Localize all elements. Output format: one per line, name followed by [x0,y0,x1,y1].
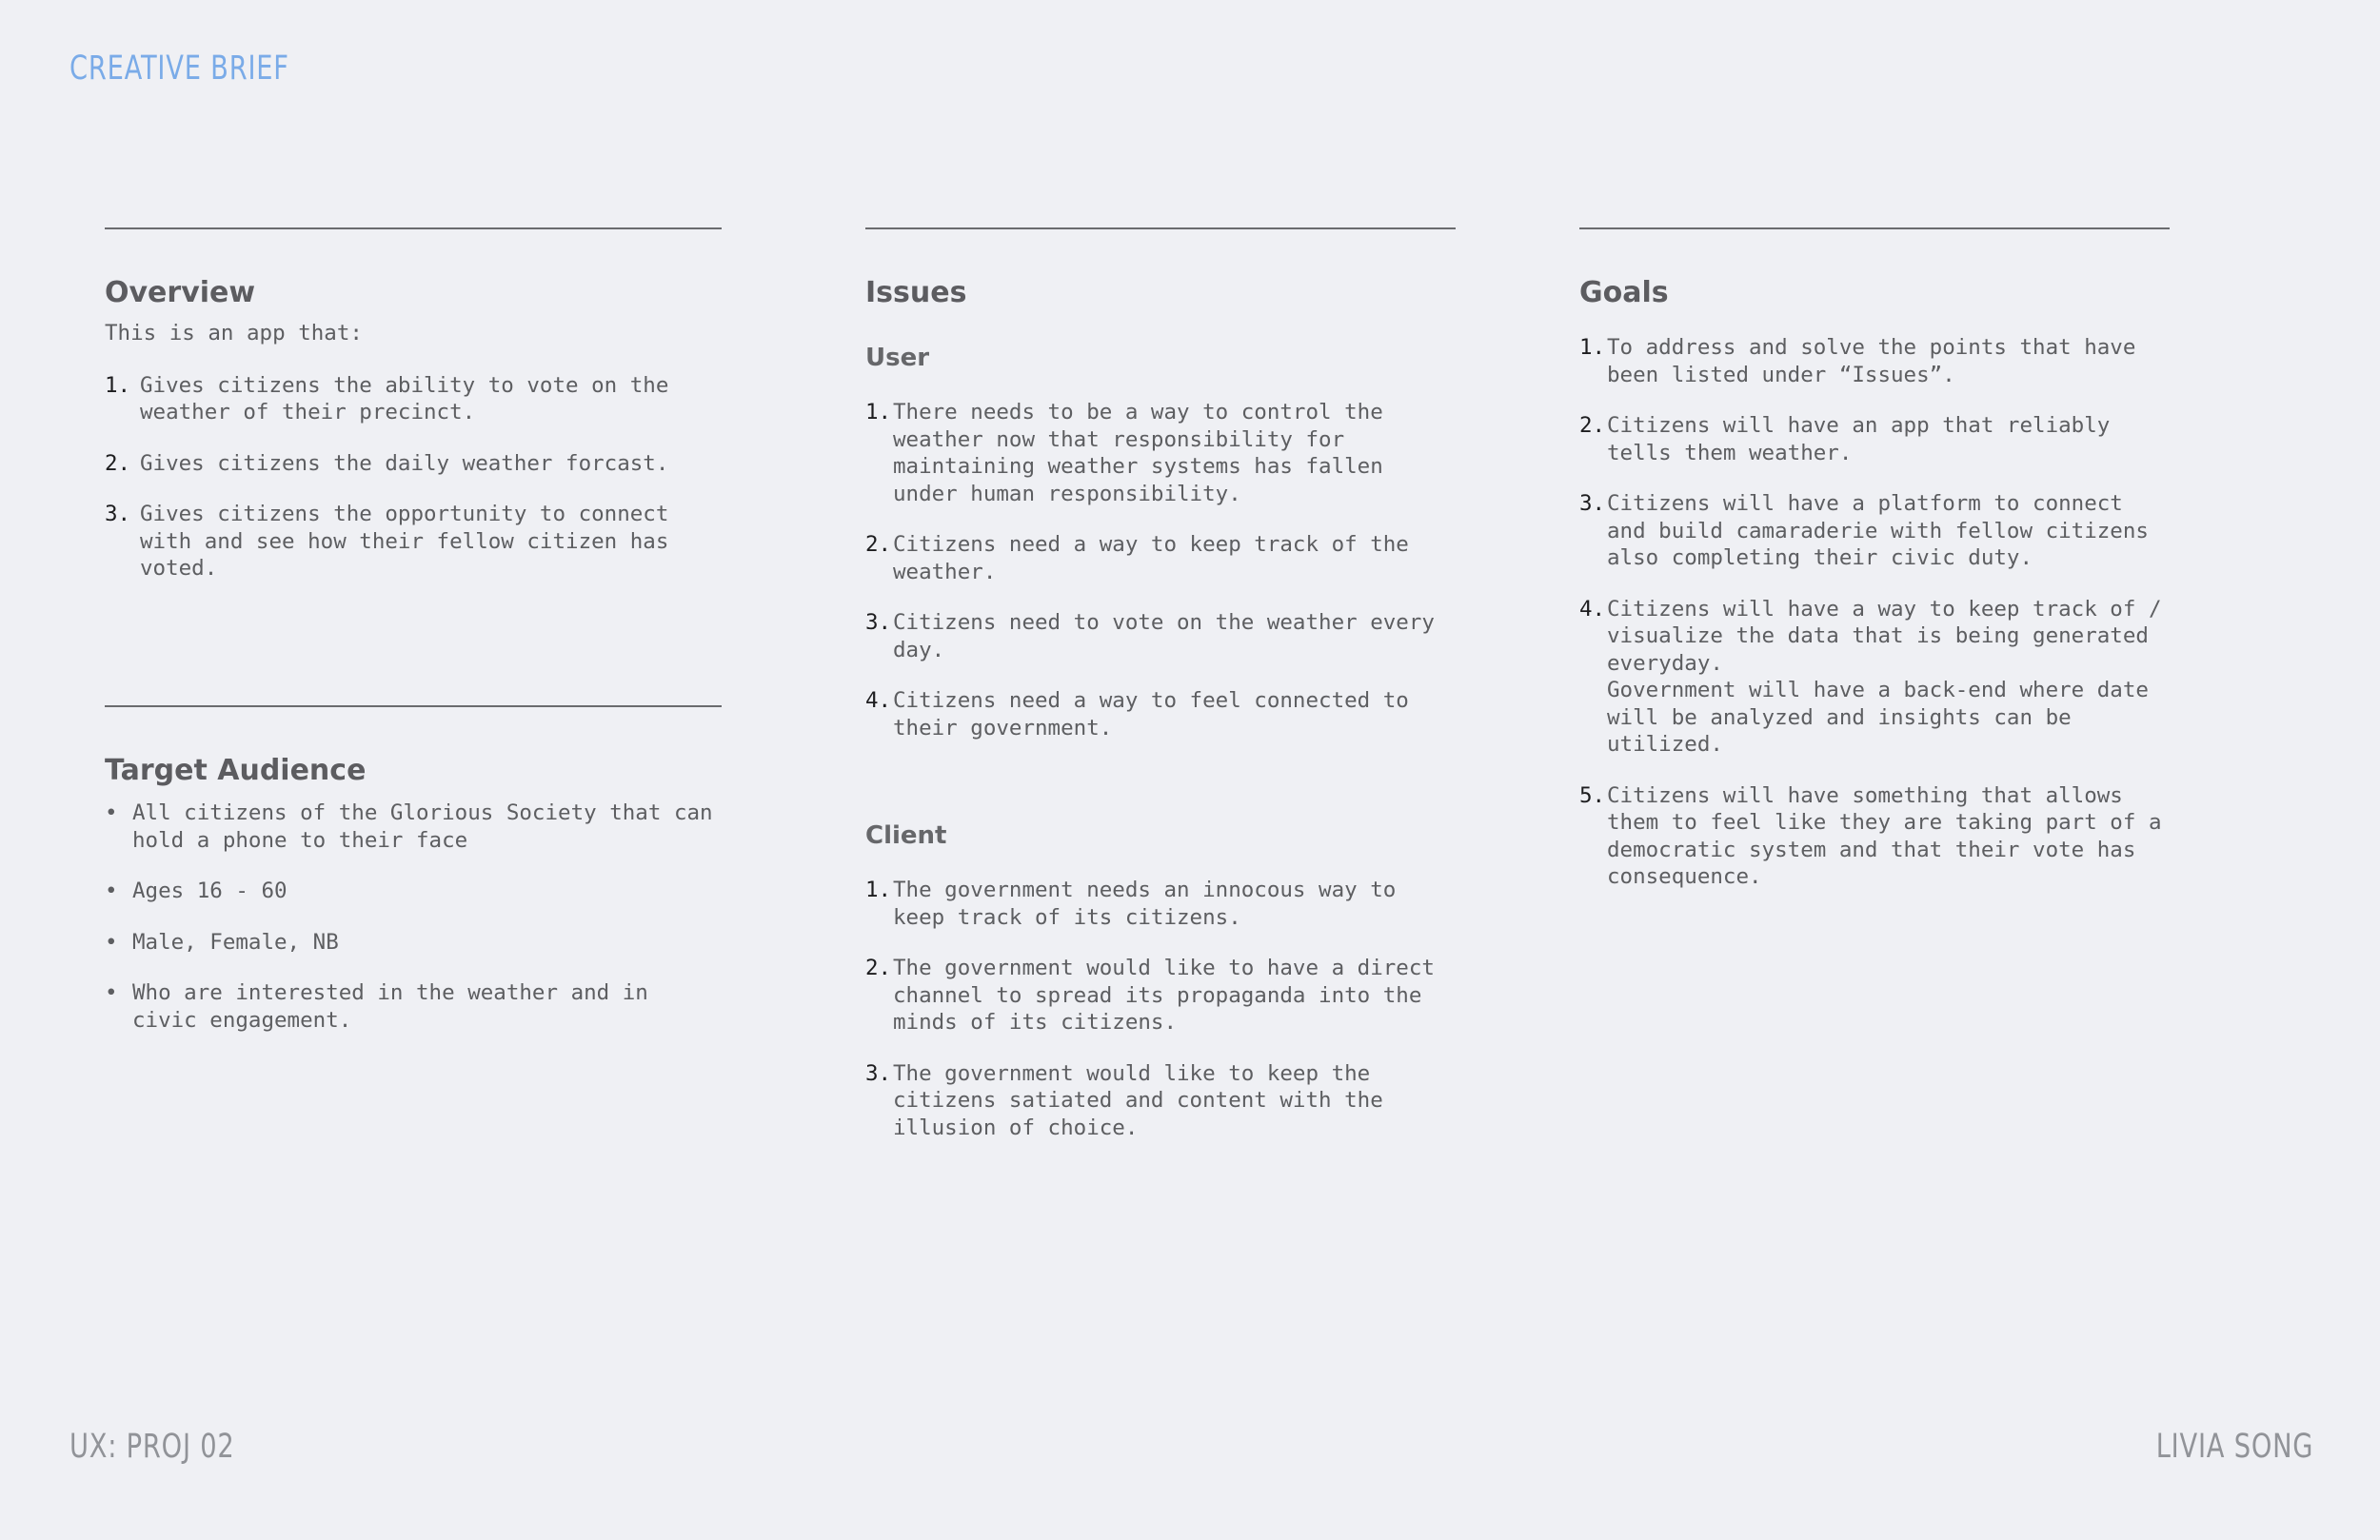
list-item: 1. There needs to be a way to control the weather now that responsibility for maintaining weather systems has fallen under human responsibility. [865,400,1383,506]
issues-title: Issues [865,276,967,309]
target-audience-title: Target Audience [105,754,367,787]
author-label: LIVIA SONG [2155,1428,2313,1466]
list-item: 2. The government would like to have a direct channel to spread its propaganda into the minds of its citizens. [865,956,1435,1035]
list-item: • Ages 16 - 60 [105,879,288,903]
list-item: 3. Citizens need to vote on the weather every day. [865,610,1435,662]
list-item: 3. The government would like to keep the citizens satiated and content with the illusion of choice. [865,1060,1383,1140]
issues-divider [865,227,1456,229]
list-item: 2. Citizens need a way to keep track of the weather. [865,532,1409,584]
issues-section [865,227,1456,1141]
list-item: • Male, Female, NB [105,929,339,955]
list-item: • All citizens of the Glorious Society that can hold a phone to their face [105,800,713,853]
page-title: CREATIVE BRIEF [69,49,289,88]
overview-list [105,372,722,582]
target-audience-divider [105,705,722,707]
list-item: 2. Citizens will have an app that reliably tells them weather. [1579,413,2111,465]
issues-user-subtitle: User [865,344,930,372]
list-item: 4. Citizens need a way to feel connected to their government. [865,688,1409,740]
list-item: 1. To address and solve the points that have been listed under “Issues”. [1579,335,2136,387]
overview-section [105,227,722,582]
list-item: 4. Citizens will have a way to keep track of / visualize the data that is being generated everyday. Government will have a back-end where date will be analyzed and insights can be utilized. [1579,596,2162,757]
list-item: 2. Gives citizens the daily weather forcast. [105,450,669,476]
list-item: 1. Gives citizens the ability to vote on the weather of their precinct. [105,372,669,424]
issues-user-list [865,399,1456,741]
list-item: 3. Gives citizens the opportunity to connect with and see how their fellow citizen has voted. [105,502,669,581]
goals-divider [1579,227,2170,229]
list-item: 5. Citizens will have something that allows them to feel like they are taking part of a democratic system and that their vote has consequence. [1579,782,2162,889]
overview-divider [105,227,722,229]
issues-client-subtitle: Client [865,821,947,850]
list-item: • Who are interested in the weather and in civic engagement. [105,980,648,1033]
list-item: 3. Citizens will have a platform to connect and build camaraderie with fellow citizens also completing their civic duty. [1579,491,2149,570]
issues-client-list [865,877,1456,1141]
goals-list [1579,334,2170,891]
overview-intro: This is an app that: [105,321,363,346]
list-item: 1. The government needs an innocous way to keep track of its citizens. [865,878,1397,930]
project-label: UX: PROJ 02 [69,1428,235,1466]
target-audience-list [105,800,722,1034]
goals-section [1579,227,2170,891]
goals-title: Goals [1579,276,1669,309]
target-audience-section [105,705,722,1034]
overview-title: Overview [105,276,256,309]
